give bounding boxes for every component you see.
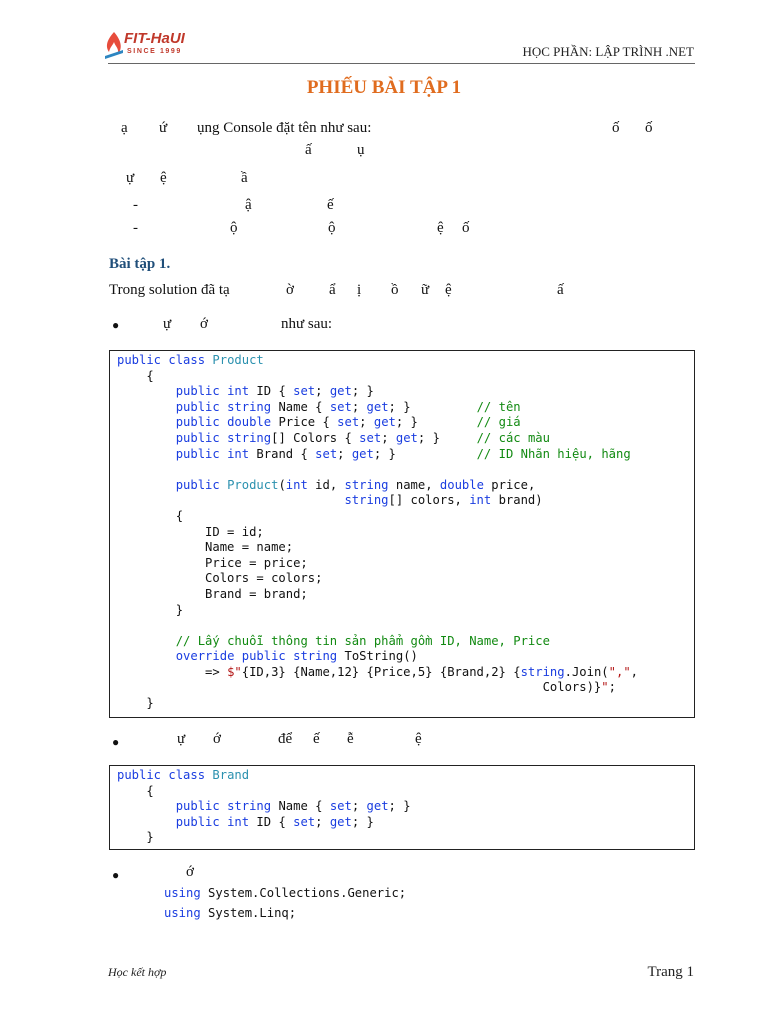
course-name: HỌC PHẦN: LẬP TRÌNH .NET	[522, 44, 694, 59]
code-line	[117, 462, 638, 478]
intro-fragment: ậ	[245, 197, 252, 213]
intro-fragment: ụ	[357, 142, 365, 158]
code-line	[117, 618, 638, 634]
exercise-title: Bài tập 1.	[109, 256, 171, 272]
intro-fragment: ố	[645, 120, 653, 136]
intro-fragment: ệ	[160, 170, 167, 186]
code-line: public string Name { set; get; } // tên	[175, 399, 521, 414]
code-block-product	[117, 353, 638, 712]
intro-fragment: ự	[126, 170, 135, 186]
code-line: public double Price { set; get; } // giá	[175, 415, 521, 430]
bullet-fragment: ế	[313, 731, 320, 747]
code-line: public string Name { set; get; }	[175, 799, 411, 814]
page-number: Trang 1	[647, 964, 694, 980]
bullet-fragment: ễ	[347, 731, 354, 747]
code-line: public class Brand	[117, 768, 250, 782]
code-line: Brand = brand;	[117, 586, 308, 601]
code-line: Colors)}";	[117, 680, 616, 695]
code-line: ID = id;	[117, 524, 264, 539]
logo-subtitle: SINCE 1999	[127, 48, 182, 55]
exercise-fragment: ữ	[421, 282, 430, 298]
intro-fragment: ố	[612, 120, 620, 136]
code-line: public string[] Colors { set; get; } // các màu	[175, 430, 550, 445]
code-line: using System.Linq;	[164, 905, 297, 920]
page-title: PHIẾU BÀI TẬP 1	[306, 77, 462, 98]
code-box-brand	[109, 765, 695, 850]
intro-fragment: ạ	[121, 120, 128, 136]
code-line: }	[117, 696, 154, 711]
code-line: // Lấy chuỗi thông tin sản phẩm gồm ID, Name, Price	[175, 633, 550, 648]
exercise-fragment: ệ	[445, 282, 452, 298]
exercise-fragment: ẩ	[329, 282, 336, 298]
bullet-fragment: như sau:	[281, 316, 333, 332]
code-block-brand	[117, 768, 411, 846]
footer-note: Học kết hợp	[108, 965, 167, 979]
bullet-icon: ●	[112, 868, 120, 882]
code-box-product	[109, 350, 695, 718]
exercise-fragment: Trong solution đã tạ	[109, 282, 230, 298]
code-line: public int ID { set; get; }	[175, 384, 374, 399]
exercise-fragment: ồ	[391, 282, 399, 298]
code-line: public class Product	[117, 353, 264, 367]
bullet-fragment: ự	[163, 316, 172, 332]
header-divider	[108, 63, 695, 64]
intro-fragment: ộ	[230, 220, 238, 236]
code-line: public Product(int id, string name, double price,	[175, 477, 536, 492]
bullet-fragment: để	[278, 731, 293, 747]
code-line: Name = name;	[117, 540, 294, 555]
logo-text: FIT-HaUI	[124, 30, 185, 47]
bullet-icon: ●	[112, 735, 120, 749]
code-line: Colors = colors;	[117, 571, 323, 586]
code-line: }	[117, 602, 184, 617]
bullet-fragment: ớ	[213, 731, 221, 747]
exercise-fragment: ị	[357, 282, 362, 298]
code-line: {	[117, 508, 184, 523]
intro-fragment: ế	[327, 197, 334, 213]
code-line: }	[117, 830, 154, 845]
code-line: => $"{ID,3} {Name,12} {Price,5} {Brand,2} {string.Join(",",	[117, 664, 638, 679]
code-line: string[] colors, int brand)	[344, 493, 543, 508]
code-line: public int Brand { set; get; } // ID Nhãn hiệu, hãng	[175, 446, 631, 461]
bullet-fragment: ệ	[415, 731, 422, 747]
dash-mark: -	[133, 220, 138, 236]
intro-fragment: ụng Console đặt tên như sau:	[197, 120, 372, 136]
code-line: {	[117, 783, 154, 798]
bullet-icon: ●	[112, 318, 120, 332]
intro-fragment: ố	[462, 220, 470, 236]
code-line: using System.Collections.Generic;	[164, 886, 407, 900]
bullet-fragment: ớ	[200, 316, 208, 332]
code-line: override public string ToString()	[175, 649, 418, 664]
bullet-fragment: ớ	[186, 864, 194, 880]
intro-fragment: ộ	[328, 220, 336, 236]
bullet-fragment: ự	[177, 731, 186, 747]
intro-fragment: ứ	[159, 120, 168, 136]
exercise-fragment: ấ	[557, 282, 564, 298]
intro-fragment: ệ	[437, 220, 444, 236]
using-statements	[164, 884, 406, 923]
dash-mark: -	[133, 197, 138, 213]
code-line: Price = price;	[117, 555, 308, 570]
intro-fragment: ầ	[241, 170, 248, 186]
intro-fragment: ấ	[305, 142, 312, 158]
exercise-fragment: ờ	[286, 282, 294, 298]
code-line: public int ID { set; get; }	[175, 814, 374, 829]
code-line: {	[117, 368, 154, 383]
